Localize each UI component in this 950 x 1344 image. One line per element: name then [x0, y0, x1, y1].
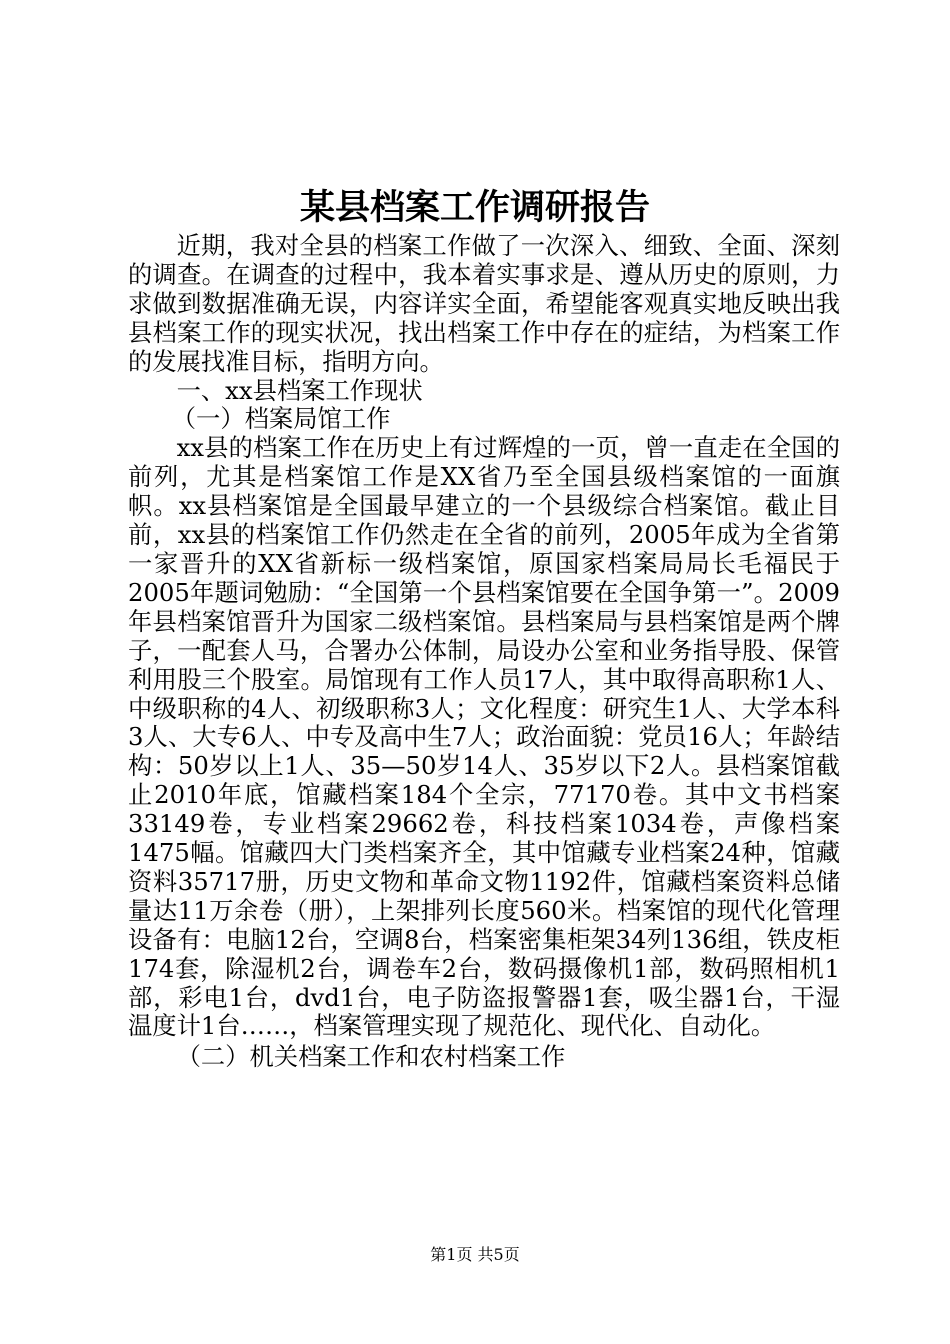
- section-heading-1: 一、xx县档案工作现状: [176, 375, 423, 405]
- intro-paragraph: 近期，我对全县的档案工作做了一次深入、细致、全面、深刻的调查。在调查的过程中，我本着实事求是、遵从历史的原则，力求做到数据准确无误，内容详实全面，希望能客观真实地反映出我县档案工作的现实状况，找出档案工作中存在的症结，为档案工作的发展找准目标，指明方向。: [128, 231, 840, 376]
- body-paragraph: xx县的档案工作在历史上有过辉煌的一页，曾一直走在全国的前列，尤其是档案馆工作是XX省乃至全国县级档案馆的一面旗帜。xx县档案馆是全国最早建立的一个县级综合档案馆。截止目前，xx县的档案馆工作仍然走在全省的前列，2005年成为全省第一家晋升的XX省新标一级档案馆，原国家档案局局长毛福民于2005年题词勉励：“全国第一个县档案馆要在全国争第一”。2009年县档案馆晋升为国家二级档案馆。县档案局与县档案馆是两个牌子，一配套人马，合署办公体制，局设办公室和业务指导股、保管利用股三个股室。局馆现有工作人员17人，其中取得高职称1人、中级职称的4人、初级职称3人；文化程度：研究生1人、大学本科3人、大专6人、中专及高中生7人；政治面貌：党员16人；年龄结构：50岁以上1人、35—50岁14人、35岁以下2人。县档案馆截止2010年底，馆藏档案184个全宗，77170卷。其中文书档案33149卷，专业档案29662卷，科技档案1034卷，声像档案1475幅。馆藏四大门类档案齐全，其中馆藏专业档案24种，馆藏资料35717册，历史文物和革命文物1192件，馆藏档案资料总储量达11万余卷（册），上架排列长度560米。档案馆的现代化管理设备有：电脑12台，空调8台，档案密集柜架34列136组，铁皮柜174套，除湿机2台，调卷车2台，数码摄像机1部，数码照相机1部，彩电1台，dvd1台，电子防盗报警器1套，吸尘器1台，干湿温度计1台……，档案管理实现了规范化、现代化、自动化。: [128, 433, 840, 1041]
- subsection-heading-1: （一）档案局馆工作: [171, 404, 391, 434]
- document-title: 某县档案工作调研报告: [299, 187, 650, 228]
- page-footer: 第1页 共5页: [430, 1245, 520, 1264]
- document-body: [128, 232, 840, 1072]
- subsection-heading-2: （二）机关档案工作和农村档案工作: [176, 1042, 566, 1072]
